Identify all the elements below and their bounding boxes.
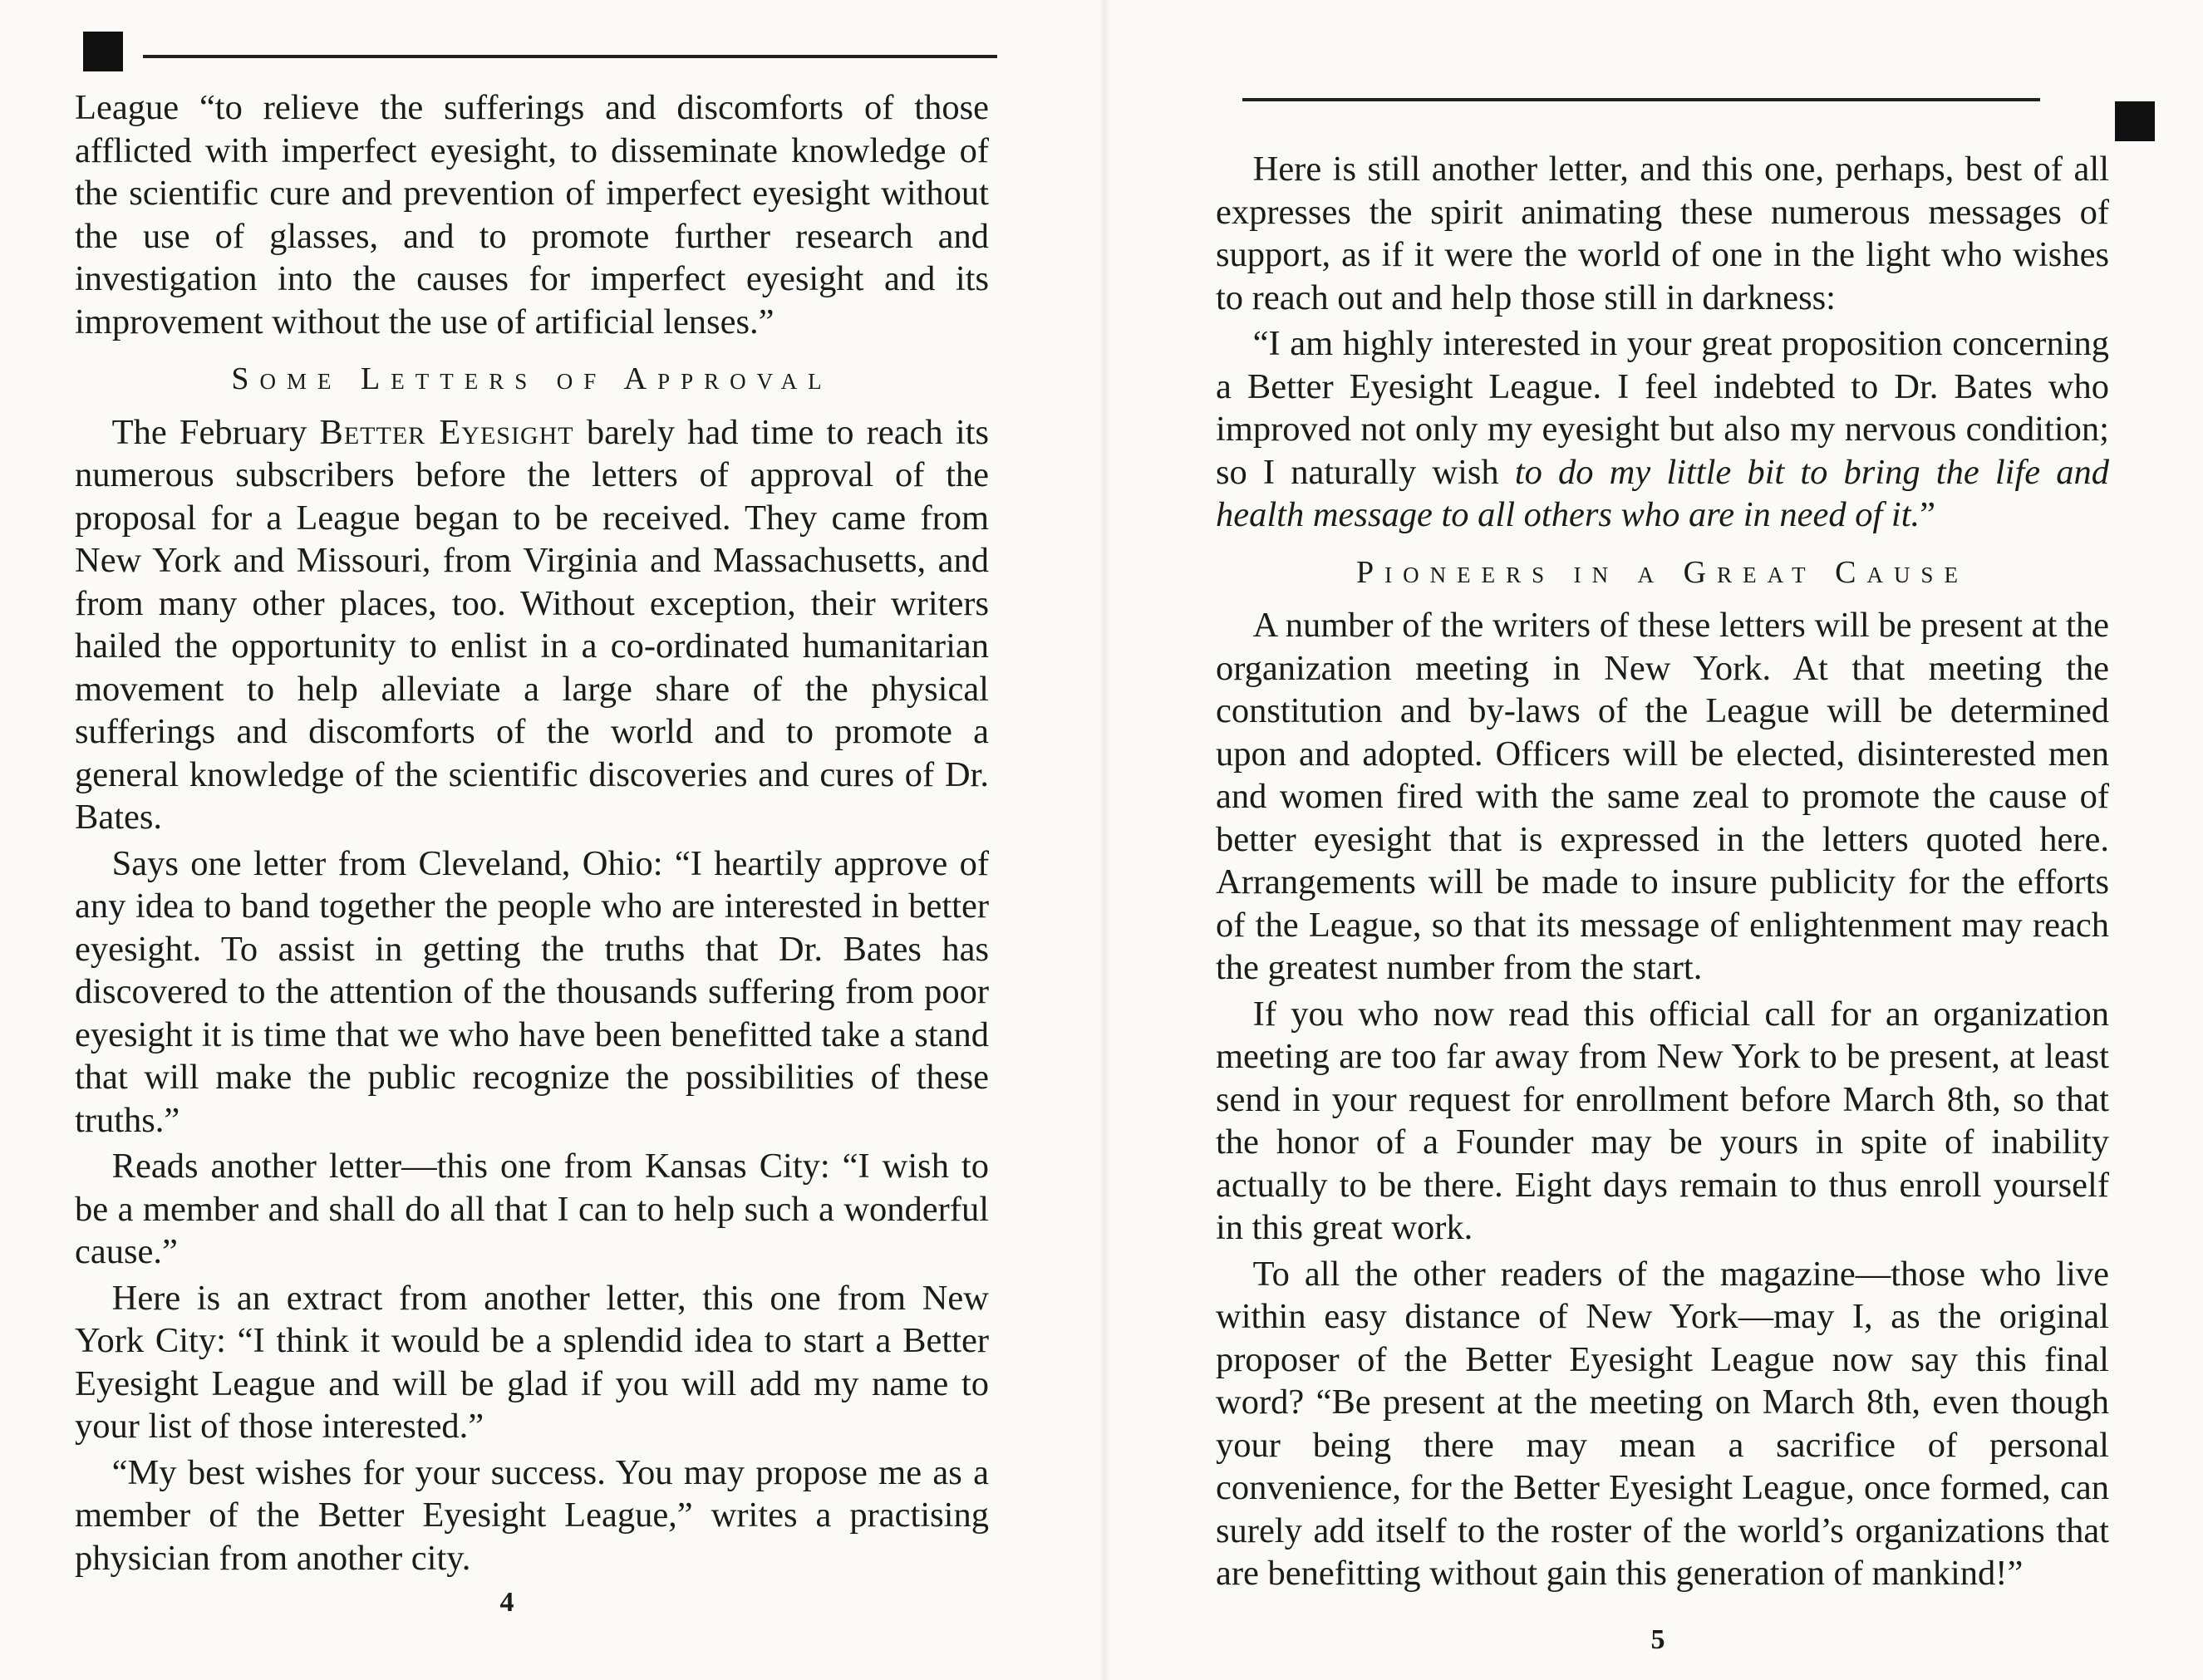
paragraph-physician: “My best wishes for your success. You may propose me as a member of the Better Eyesight League,” writes a practising physician from another city. (75, 1452, 989, 1578)
corner-block-right (2115, 101, 2155, 141)
corner-block-left (83, 32, 123, 71)
magazine-name: Better Eyesight (319, 412, 574, 452)
book-gutter (1099, 0, 1110, 1680)
section-heading-pioneers: Pioneers in a Great Cause (1356, 554, 1969, 590)
paragraph-quote (1216, 322, 2109, 537)
paragraph-cleveland: Says one letter from Cleveland, Ohio: “I heartily approve of any idea to band together the people who are interested in better eyesight. To assist in getting the truths that Dr. Bates has discovered to the attention of the thousands suffering from poor eyesight it is time that we who have been benefitted take a stand that will make the public recognize the possibilities of these truths.” (75, 843, 989, 1140)
paragraph-writers: A number of the writers of these letters will be present at the organization meeting in New York. At that meeting the constitution and by-laws of the League will be determined upon and adopted. Officers will be elected, disinterested men and women fired with the same zeal to promote the cause of better eyesight that is expressed in the letters quoted here. Arrangements will be made to insure publicity for the efforts of the League, so that its message of enlightenment may reach the greatest number from the start. (1216, 606, 2109, 987)
left-body (75, 86, 989, 1583)
page-number-right: 5 (1650, 1624, 1665, 1655)
paragraph-if-you: If you who now read this official call for an organization meeting are too far away from New York to be present, at least send in your request for enrollment before March 8th, so that the honor of a Founder may be yours in spite of inability actually to be there. Eight days remain to thus enroll yourself in this great work. (1216, 994, 2109, 1247)
quote-start: “I am highly interested in your great proposition concerning a Better Eyesight League. I feel indebted to Dr. Bates who improved not only my eyesight but also my nervous condition; so I naturally wish (1216, 324, 2109, 492)
page-number-left: 4 (499, 1587, 514, 1618)
paragraph-february (75, 411, 989, 839)
paragraph-another-letter: Here is still another letter, and this one, perhaps, best of all expresses the spirit animating these numerous messages of support, as if it were the world of one in the light who wishes to reach out and help those still in darkness: (1216, 150, 2109, 317)
quote-end: ” (1920, 495, 1936, 534)
right-page (1118, 0, 2203, 1680)
paragraph-newyork: Here is an extract from another letter, this one from New York City: “I think it would be a splendid idea to start a Better Eyesight League and will be glad if you will add my name to your list of those interested.” (75, 1278, 989, 1446)
left-page (0, 0, 1089, 1680)
quote-italic: to do my little bit to bring the life and health message to all others who are in need of it. (1216, 452, 2110, 534)
paragraph-kansas: Reads another letter—this one from Kansas City: “I wish to be a member and shall do all that I can to help such a wonderful cause.” (75, 1147, 989, 1271)
header-rule-left (143, 55, 997, 58)
header-rule-right (1242, 98, 2040, 101)
paragraph-to-all: To all the other readers of the magazine—those who live within easy distance of New York—may I, as the original proposer of the Better Eyesight League now say this final word? “Be present at the meeting on March 8th, even though your being there may mean a sacrifice of personal convenience, for the Better Eyesight League, once formed, can surely add itself to the roster of the world’s organizations that are benefitting without gain this generation of mankind!” (1216, 1254, 2109, 1593)
section-heading-letters-of-approval: Some Letters of Approval (231, 361, 833, 396)
february-lead: The February (111, 412, 307, 452)
right-body (1216, 148, 2109, 1599)
opening-paragraph: League “to relieve the sufferings and discomforts of those afflicted with imperfect eyesight, to disseminate knowledge of the scientific cure and prevention of imperfect eyesight without the use of glasses, and to promote further research and investigation into the causes for imperfect eyesight and its improvement without the use of artificial lenses.” (75, 88, 989, 341)
february-rest: barely had time to reach its numerous subscribers before the letters of approval of the proposal for a League began to be received. They came from New York and Missouri, from Virginia and Massachusetts, and from many other places, too. Without exception, their writers hailed the opportunity to enlist in a co-ordinated humanitarian movement to help alleviate a large share of the physical sufferings and discomforts of the world and to promote a general knowledge of the scientific discoveries and cures of Dr. Bates. (75, 412, 990, 837)
